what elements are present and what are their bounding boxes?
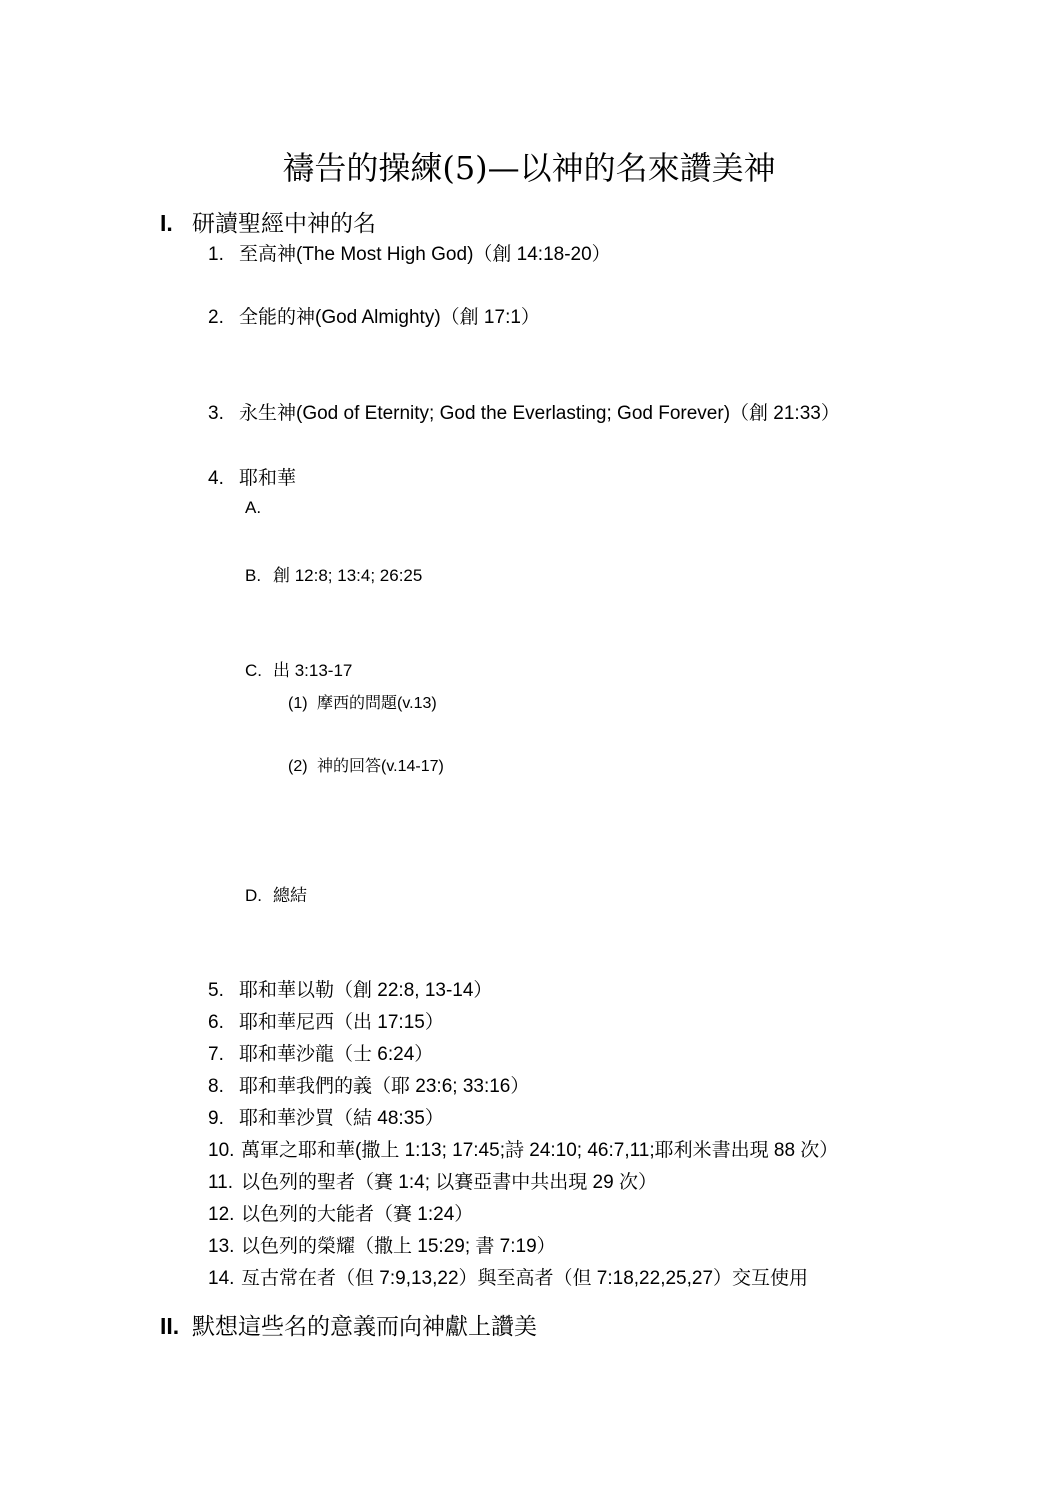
item-number: 11. (208, 1172, 234, 1193)
sub-item-letter: A. (245, 498, 262, 517)
item-number: 1. (208, 244, 224, 265)
sub-sub-item-number: (2) (288, 758, 308, 775)
sub-item-letter: B. (245, 566, 262, 585)
sub-item-text: 出 3:13-17 (273, 661, 353, 680)
item-number: 9. (208, 1108, 224, 1129)
item-text: 耶和華尼西（出 17:15） (239, 1012, 444, 1033)
list-item (208, 398, 840, 425)
sub-sub-item-text: 神的回答(v.14-17) (317, 758, 444, 775)
item-number: 6. (208, 1012, 224, 1033)
item-number: 13. (208, 1236, 235, 1257)
item-number: 5. (208, 980, 224, 1001)
list-item (208, 463, 296, 490)
sub-sub-item (288, 753, 444, 776)
section-heading-1 (160, 205, 376, 238)
item-number: 7. (208, 1044, 224, 1065)
item-text: 至高神(The Most High God)（創 14:18-20） (239, 244, 611, 265)
item-number: 12. (208, 1204, 235, 1225)
item-text: 耶和華沙買（結 48:35） (239, 1108, 444, 1129)
list-item (208, 1071, 529, 1098)
item-text: 耶和華 (239, 468, 297, 489)
sub-item-text: 創 12:8; 13:4; 26:25 (273, 566, 423, 585)
item-text: 亙古常在者（但 7:9,13,22）與至高者（但 7:18,22,25,27）交互使用 (241, 1268, 809, 1289)
item-text: 耶和華以勒（創 22:8, 13-14） (239, 980, 493, 1001)
item-number: 2. (208, 307, 224, 328)
item-text: 以色列的大能者（賽 1:24） (241, 1204, 474, 1225)
list-item (208, 1199, 473, 1226)
sub-sub-item (288, 690, 437, 713)
item-number: 10. (208, 1140, 235, 1161)
list-item (208, 975, 492, 1002)
sub-sub-item-text: 摩西的問題(v.13) (317, 695, 437, 712)
sub-sub-item-number: (1) (288, 695, 308, 712)
item-number: 3. (208, 403, 224, 424)
page-title: 禱告的操練(5)—以神的名來讚美神 (282, 149, 776, 187)
list-item (208, 1135, 838, 1162)
item-text: 全能的神(God Almighty)（創 17:1） (239, 307, 540, 328)
list-item (208, 1231, 556, 1258)
section-heading-2 (160, 1308, 537, 1341)
sub-item (245, 561, 422, 586)
item-text: 永生神(God of Eternity; God the Everlasting; God Forever)（創 21:33） (239, 403, 840, 424)
sub-item-letter: C. (245, 661, 262, 680)
item-number: 14. (208, 1268, 235, 1289)
list-item (208, 239, 611, 266)
item-text: 以色列的聖者（賽 1:4; 以賽亞書中共出現 29 次） (241, 1172, 657, 1193)
sub-item (245, 656, 352, 681)
list-item (208, 1103, 444, 1130)
section-number: I. (160, 210, 173, 236)
item-text: 以色列的榮耀（撒上 15:29; 書 7:19） (241, 1236, 556, 1257)
item-text: 萬軍之耶和華(撒上 1:13; 17:45;詩 24:10; 46:7,11;耶利米書出現 88 次） (241, 1140, 839, 1161)
sub-item-text: 總結 (273, 886, 307, 905)
item-text: 耶和華我們的義（耶 23:6; 33:16） (239, 1076, 530, 1097)
item-text: 耶和華沙龍（士 6:24） (239, 1044, 434, 1065)
item-number: 4. (208, 468, 224, 489)
section-label: 默想這些名的意義而向神獻上讚美 (192, 1313, 537, 1339)
list-item (208, 302, 540, 329)
sub-item-letter: D. (245, 886, 262, 905)
list-item (208, 1039, 433, 1066)
section-number: II. (160, 1313, 180, 1339)
list-item (208, 1167, 657, 1194)
list-item (208, 1263, 808, 1290)
sub-item (245, 498, 273, 518)
list-item (208, 1007, 444, 1034)
item-number: 8. (208, 1076, 224, 1097)
section-label: 研讀聖經中神的名 (192, 210, 376, 236)
sub-item (245, 881, 307, 906)
